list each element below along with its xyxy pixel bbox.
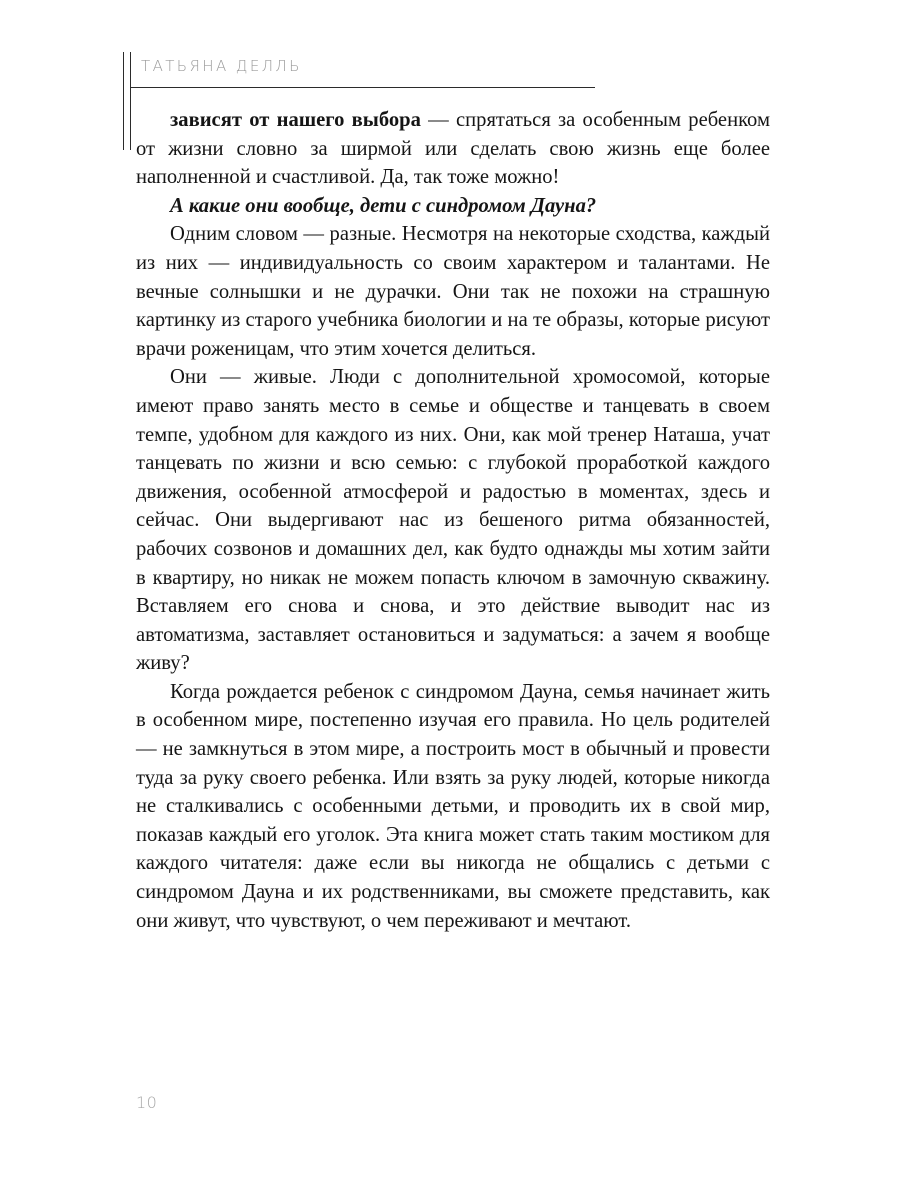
header-horizontal-rule <box>131 87 595 88</box>
running-head-author: ТАТЬЯНА ДЕЛЛЬ <box>141 57 302 75</box>
paragraph-4: Когда рождается ребенок с синдромом Дауна, семья начинает жить в особенном мире, постепенно изучая его правила. Но цель родителей — не замкнуться в этом мире, а построить мост в обычный и провести туда за руку своего ребенка. Или взять за руку людей, которые никогда не сталкивались с особенными детьми, и проводить их в свой мир, показав каждый его уголок. Эта книга может стать таким мостиком для каждого читателя: даже если вы никогда не общались с детьми с синдромом Дауна и их родственниками, вы сможете представить, как они живут, что чувствуют, о чем переживают и мечтают. <box>136 680 770 932</box>
paragraph-2: Одним словом — разные. Несмотря на некоторые сходства, каждый из них — индивидуальность со своим характером и талантами. Не вечные солнышки и не дурачки. Они так не похожи на страшную картинку из старого учебника биологии и на те образы, которые рисуют врачи роженицам, что этим хочется делиться. <box>136 223 770 360</box>
paragraph-1-bold-lead: зависят от нашего выбора <box>170 109 421 131</box>
header-vertical-rule-outer <box>123 52 124 150</box>
paragraph-1-text: — спрятаться за особенным ребенком от жизни словно за ширмой или сделать свою жизнь еще более наполненной и счастливой. Да, так тоже можно! <box>136 109 770 189</box>
body-text-column <box>136 106 770 935</box>
header-vertical-rule-inner <box>130 52 131 150</box>
paragraph-1 <box>136 106 770 192</box>
page-number: 10 <box>136 1093 158 1112</box>
paragraph-3: Они — живые. Люди с дополнительной хромосомой, которые имеют право занять место в семье и обществе и танцевать в своем темпе, удобном для каждого из них. Они, как мой тренер Наташа, учат танцевать по жизни и всю семью: с глубокой проработкой каждого движения, особенной атмосферой и радостью в моментах, здесь и сейчас. Они выдергивают нас из бешеного ритма обязанностей, рабочих созвонов и домашних дел, как будто однажды мы хотим зайти в квартиру, но никак не можем попасть ключом в замочную скважину. Вставляем его снова и снова, и это действие выводит нас из автоматизма, заставляет остановиться и задуматься: а зачем я вообще живу? <box>136 366 770 675</box>
section-subheading: А какие они вообще, дети с синдромом Дауна? <box>170 194 597 217</box>
